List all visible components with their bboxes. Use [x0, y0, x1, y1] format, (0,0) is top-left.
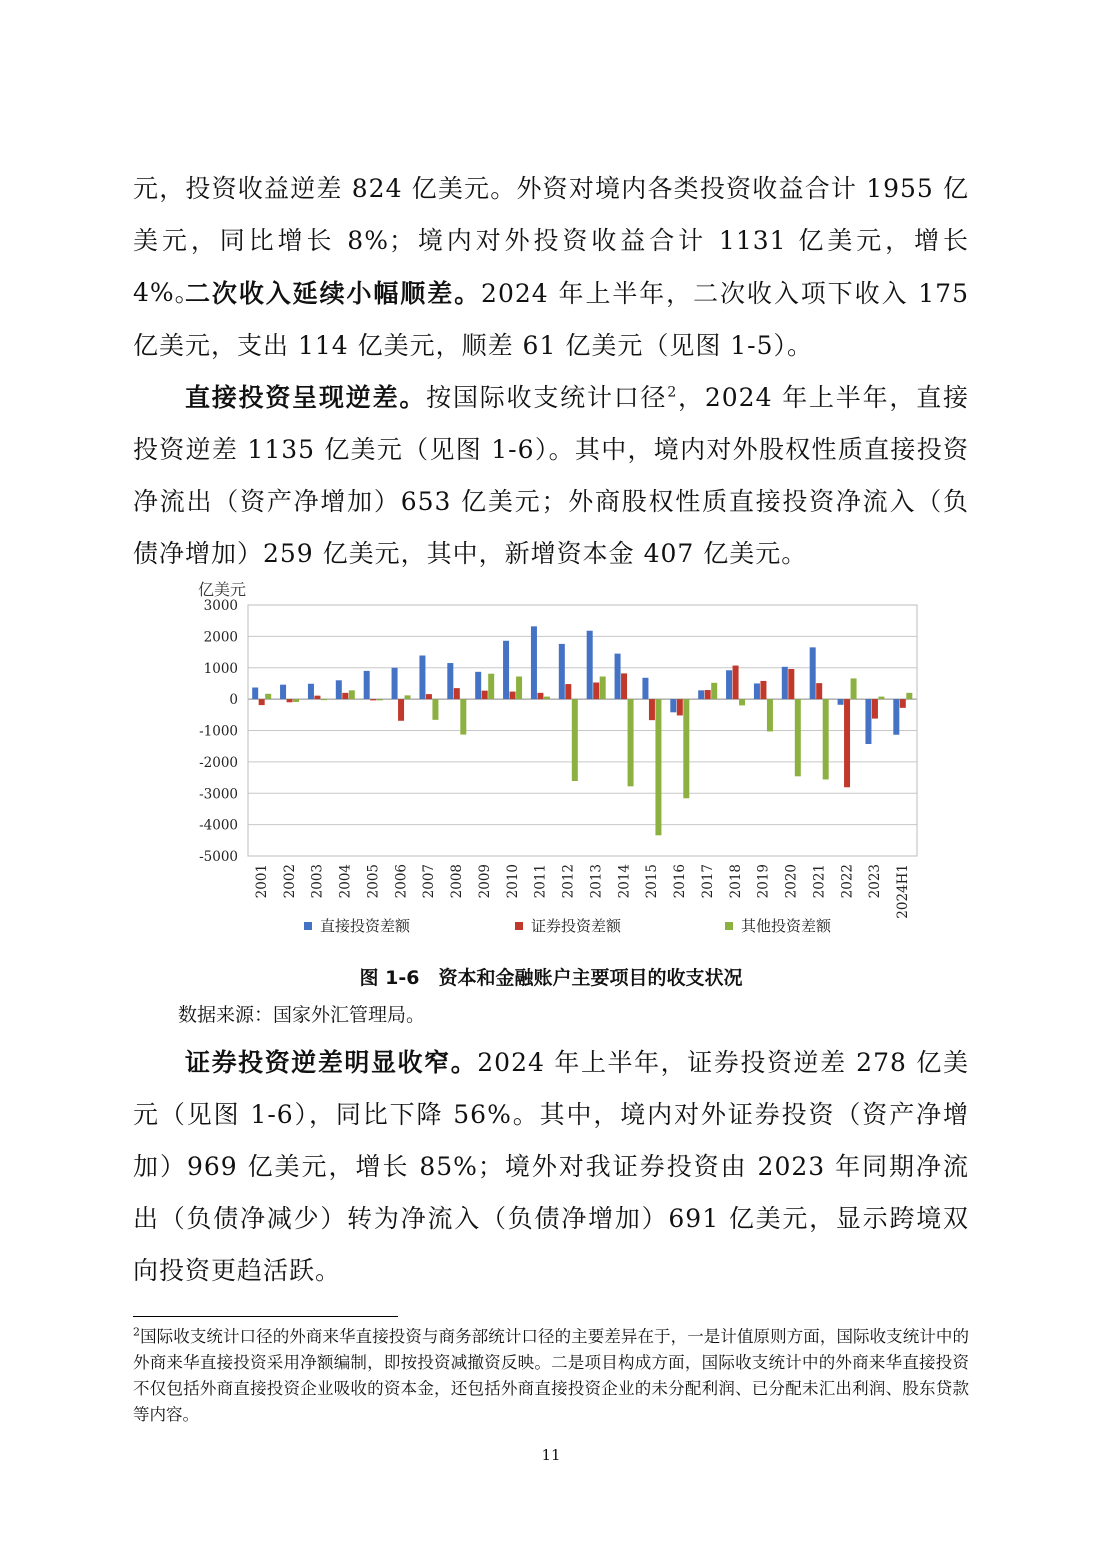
x-tick-label: 2019 — [755, 864, 772, 899]
y-tick-label: 2000 — [203, 629, 238, 646]
x-tick-label: 2008 — [449, 864, 466, 899]
bar-other — [432, 699, 438, 720]
x-tick-label: 2017 — [699, 864, 716, 899]
bar-portfolio — [426, 694, 432, 699]
bar-direct — [531, 626, 537, 699]
figure-chart — [190, 578, 930, 948]
x-tick-label: 2022 — [839, 864, 856, 899]
footnote-mark: 2 — [133, 1325, 140, 1339]
bar-portfolio — [872, 699, 878, 718]
bar-portfolio — [788, 669, 794, 699]
footnote-reference[interactable]: 2 — [667, 384, 678, 401]
x-tick-label: 2010 — [504, 864, 521, 899]
bar-other — [377, 699, 383, 700]
bar-other — [600, 677, 606, 700]
footnote-text: 国际收支统计口径的外商来华直接投资与商务部统计口径的主要差异在于，一是计值原则方面，国际收支统计中的外商来华直接投资采用净额编制，即按投资减撤资反映。二是项目构成方面，国际收支统计中的外商来华直接投资不仅包括外商直接投资企业吸收的资本金，还包括外商直接投资企业的未分配利润、已分配未汇出利润、股东贷款等内容。 — [133, 1327, 969, 1424]
y-tick-label: -2000 — [199, 754, 238, 771]
bar-other — [823, 699, 829, 779]
bar-portfolio — [314, 696, 320, 699]
y-tick-label: -3000 — [199, 786, 238, 803]
y-tick-label: -5000 — [199, 849, 238, 865]
bar-portfolio — [482, 691, 488, 699]
x-tick-label: 2004 — [337, 864, 354, 899]
bar-direct — [252, 688, 258, 700]
x-tick-label: 2018 — [727, 864, 744, 899]
data-source: 数据来源：国家外汇管理局。 — [178, 1004, 426, 1026]
bar-direct — [754, 683, 760, 699]
bar-direct — [503, 641, 509, 699]
bar-other — [739, 699, 745, 705]
x-tick-label: 2002 — [281, 864, 298, 899]
bar-other — [795, 699, 801, 776]
bar-portfolio — [900, 699, 906, 708]
y-tick-label: 0 — [229, 692, 238, 709]
bar-other — [767, 699, 773, 731]
paragraph-text: 元，投资收益逆差 824 亿美元。外资对境内各类投资收益合计 1955 亿美元，同比增长 8%；境内对外投资收益合计 1131 亿美元，增长 4%。 — [133, 174, 969, 307]
footnote — [133, 1324, 969, 1428]
bar-other — [572, 699, 578, 781]
bar-direct — [838, 699, 844, 705]
bar-direct — [280, 685, 286, 699]
legend-swatch — [725, 922, 733, 930]
bar-other — [265, 694, 271, 699]
bar-direct — [810, 647, 816, 699]
bar-direct — [587, 631, 593, 699]
bar-direct — [475, 672, 481, 699]
bar-direct — [336, 680, 342, 699]
bar-other — [851, 678, 857, 699]
bar-direct — [615, 654, 621, 699]
y-tick-label: 3000 — [203, 598, 238, 614]
bar-other — [405, 695, 411, 699]
bar-other — [628, 699, 634, 786]
bar-other — [349, 690, 355, 699]
y-tick-label: 1000 — [203, 660, 238, 677]
x-tick-label: 2016 — [672, 864, 689, 899]
paragraph-lead: 直接投资呈现逆差。 — [185, 383, 427, 412]
figure-caption: 图 1-6 资本和金融账户主要项目的收支状况 — [359, 967, 743, 989]
bar-other — [655, 699, 661, 835]
bar-chart — [190, 578, 930, 948]
bar-portfolio — [705, 690, 711, 699]
paragraph-text: ，2024 年上半年，直接投资逆差 1135 亿美元（见图 1-6）。其中，境内对外股权性质直接投资净流出（资产净增加）653 亿美元；外商股权性质直接投资净流入（负债净增加）259 亿美元，其中，新增资本金 407 亿美元。 — [133, 383, 969, 568]
bar-other — [906, 693, 912, 699]
legend-label: 其他投资差额 — [741, 917, 832, 935]
x-tick-label: 2021 — [811, 864, 828, 899]
x-tick-label: 2005 — [365, 864, 382, 899]
bar-portfolio — [259, 699, 265, 705]
paragraph-secondary-income — [133, 268, 969, 372]
bar-portfolio — [565, 684, 571, 699]
bar-direct — [364, 671, 370, 699]
bar-direct — [726, 670, 732, 699]
x-tick-label: 2013 — [588, 864, 605, 899]
bar-other — [293, 699, 299, 702]
bar-direct — [419, 656, 425, 700]
bar-portfolio — [760, 681, 766, 699]
bar-direct — [670, 699, 676, 712]
legend-swatch — [304, 922, 312, 930]
bar-portfolio — [733, 666, 739, 700]
paragraph-text: 2024 年上半年，证券投资逆差 278 亿美元（见图 1-6），同比下降 56%。其中，境内对外证券投资（资产净增加）969 亿美元，增长 85%；境外对我证券投资由 2023 年同期净流出（负债净减少）转为净流入（负债净增加）691 亿美元，显示跨境双向投资更趋活跃。 — [133, 1048, 969, 1285]
x-tick-label: 2020 — [783, 864, 800, 899]
bar-portfolio — [621, 673, 627, 699]
bar-portfolio — [537, 693, 543, 699]
paragraph-lead: 证券投资逆差明显收窄。 — [185, 1048, 478, 1077]
bar-direct — [782, 667, 788, 699]
bar-portfolio — [677, 699, 683, 715]
footnote-divider — [133, 1316, 398, 1317]
bar-other — [321, 699, 327, 700]
bar-portfolio — [370, 699, 376, 700]
legend-swatch — [515, 922, 523, 930]
x-tick-label: 2023 — [867, 864, 884, 899]
bar-portfolio — [844, 699, 850, 787]
bar-portfolio — [510, 692, 516, 700]
bar-other — [488, 674, 494, 699]
x-tick-label: 2001 — [253, 864, 270, 899]
x-tick-label: 2012 — [560, 864, 577, 899]
bar-other — [878, 697, 884, 700]
bar-other — [460, 699, 466, 734]
x-tick-label: 2011 — [532, 864, 549, 899]
bar-direct — [698, 690, 704, 699]
x-tick-label: 2009 — [476, 864, 493, 899]
x-tick-label: 2015 — [644, 864, 661, 899]
paragraph-text: 按国际收支统计口径 — [426, 383, 668, 412]
legend-label: 证券投资差额 — [531, 917, 622, 935]
bar-direct — [559, 644, 565, 699]
paragraph-lead: 二次收入延续小幅顺差。 — [185, 279, 482, 308]
bar-other — [544, 697, 550, 700]
bar-portfolio — [593, 683, 599, 700]
bar-direct — [893, 699, 899, 735]
bar-portfolio — [398, 699, 404, 721]
paragraph-portfolio-investment — [133, 1037, 969, 1297]
bar-portfolio — [816, 683, 822, 699]
bar-direct — [447, 663, 453, 699]
legend-label: 直接投资差额 — [320, 917, 411, 935]
bar-other — [683, 699, 689, 798]
bar-portfolio — [649, 699, 655, 720]
bar-direct — [308, 684, 314, 699]
x-tick-label: 2003 — [309, 864, 326, 899]
y-axis-unit-label: 亿美元 — [198, 580, 247, 599]
paragraph-direct-investment — [133, 372, 969, 580]
x-tick-label: 2006 — [393, 864, 410, 899]
bar-other — [711, 683, 717, 699]
bar-portfolio — [342, 693, 348, 699]
bar-direct — [392, 668, 398, 699]
x-tick-label: 2024H1 — [895, 864, 912, 919]
bar-portfolio — [454, 688, 460, 699]
bar-other — [516, 677, 522, 700]
y-tick-label: -4000 — [199, 817, 238, 834]
x-tick-label: 2007 — [421, 864, 438, 899]
page-number: 11 — [541, 1446, 561, 1464]
paragraph-text: 2024 年上半年，二次收入项下收入 175 亿美元，支出 114 亿美元，顺差 61 亿美元（见图 1-5）。 — [133, 279, 969, 360]
x-tick-label: 2014 — [616, 864, 633, 899]
bar-portfolio — [287, 699, 293, 702]
bar-direct — [642, 678, 648, 699]
y-tick-label: -1000 — [199, 723, 238, 740]
bar-direct — [865, 699, 871, 744]
